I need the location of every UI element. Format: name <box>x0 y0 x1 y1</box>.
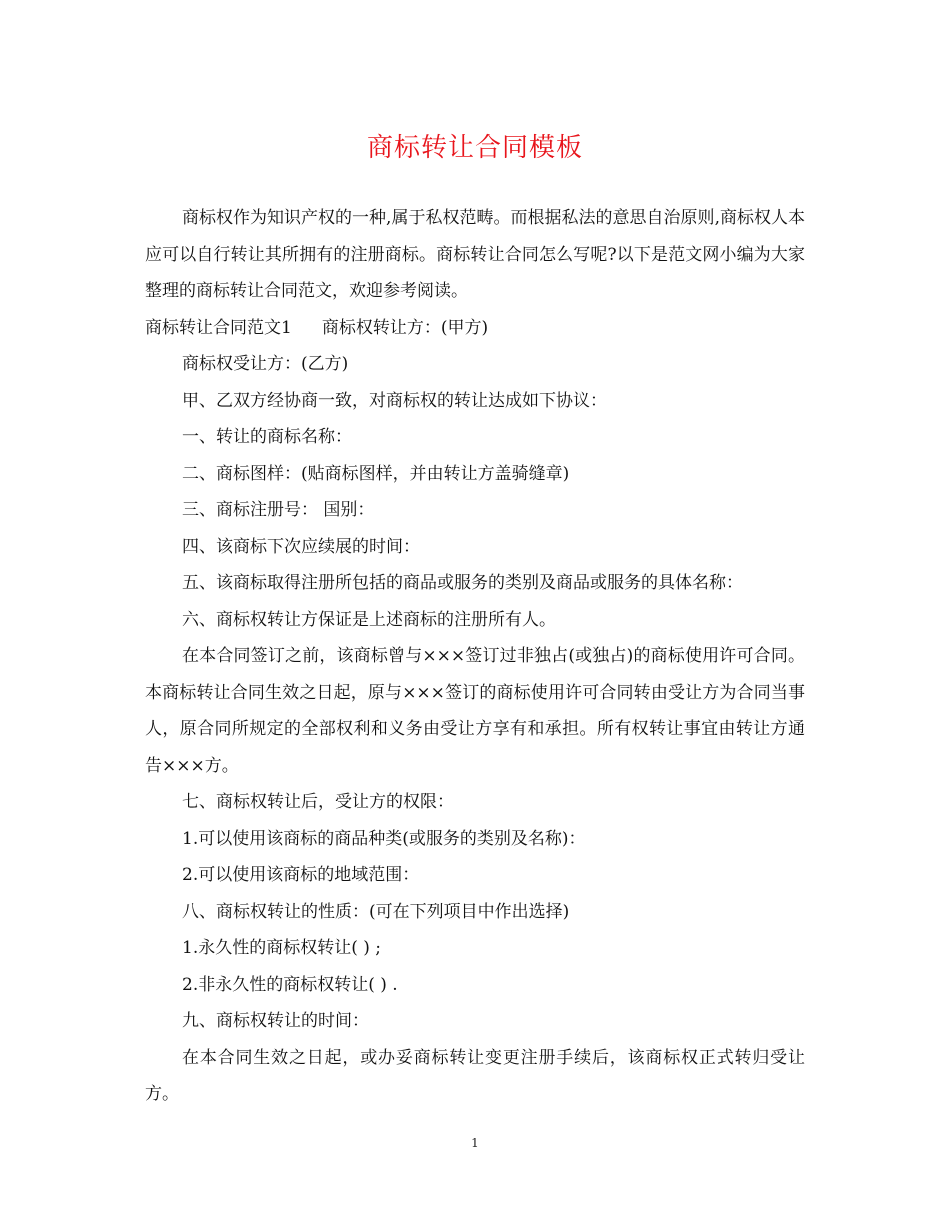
effective-paragraph: 在本合同生效之日起，或办妥商标转让变更注册手续后，该商标权正式转归受让方。 <box>145 1047 805 1104</box>
section-heading: 商标转让合同范文1 <box>145 317 292 338</box>
clause-2: 二、商标图样：(贴商标图样，并由转让方盖骑缝章) <box>182 463 570 484</box>
page-number: 1 <box>471 1136 479 1150</box>
intro-paragraph: 商标权作为知识产权的一种,属于私权范畴。而根据私法的意思自治原则,商标权人本应可以自行转让其所拥有的注册商标。商标转让合同怎么写呢?以下是范文网小编为大家整理的商标转让合同范文，欢迎参考阅读。 <box>145 208 805 301</box>
clause-8-item-2: 2.非永久性的商标权转让( ) . <box>182 974 398 995</box>
clause-7: 七、商标权转让后，受让方的权限： <box>182 792 454 812</box>
document-body <box>145 200 805 1113</box>
clause-7-item-2: 2.可以使用该商标的地域范围： <box>182 865 420 885</box>
clause-9: 九、商标权转让的时间： <box>182 1011 369 1031</box>
clause-7-item-1: 1.可以使用该商标的商品种类(或服务的类别及名称)： <box>182 828 586 849</box>
document-title: 商标转让合同模板 <box>366 133 583 163</box>
agreement-intro: 甲、乙双方经协商一致，对商标权的转让达成如下协议： <box>182 390 607 411</box>
transferor-line: 商标权转让方：(甲方) <box>321 317 489 338</box>
transferee-line: 商标权受让方：(乙方) <box>182 354 349 374</box>
clause-6: 六、商标权转让方保证是上述商标的注册所有人。 <box>182 609 556 630</box>
clause-3: 三、商标注册号： 国别： <box>182 500 375 520</box>
section-heading-line <box>145 310 805 347</box>
clause-8: 八、商标权转让的性质：(可在下列项目中作出选择) <box>182 901 570 922</box>
clause-4: 四、该商标下次应续展的时间： <box>182 536 420 557</box>
clause-8-item-1: 1.永久性的商标权转让( ) ; <box>182 938 382 958</box>
clause-5: 五、该商标取得注册所包括的商品或服务的类别及商品或服务的具体名称： <box>182 573 743 593</box>
clause-1: 一、转让的商标名称： <box>182 427 352 447</box>
license-paragraph: 在本合同签订之前，该商标曾与×××签订过非独占(或独占)的商标使用许可合同。本商标转让合同生效之日起，原与×××签订的商标使用许可合同转由受让方为合同当事人，原合同所规定的全部权利和义务由受让方享有和承担。所有权转让事宜由转让方通告×××方。 <box>145 646 805 776</box>
